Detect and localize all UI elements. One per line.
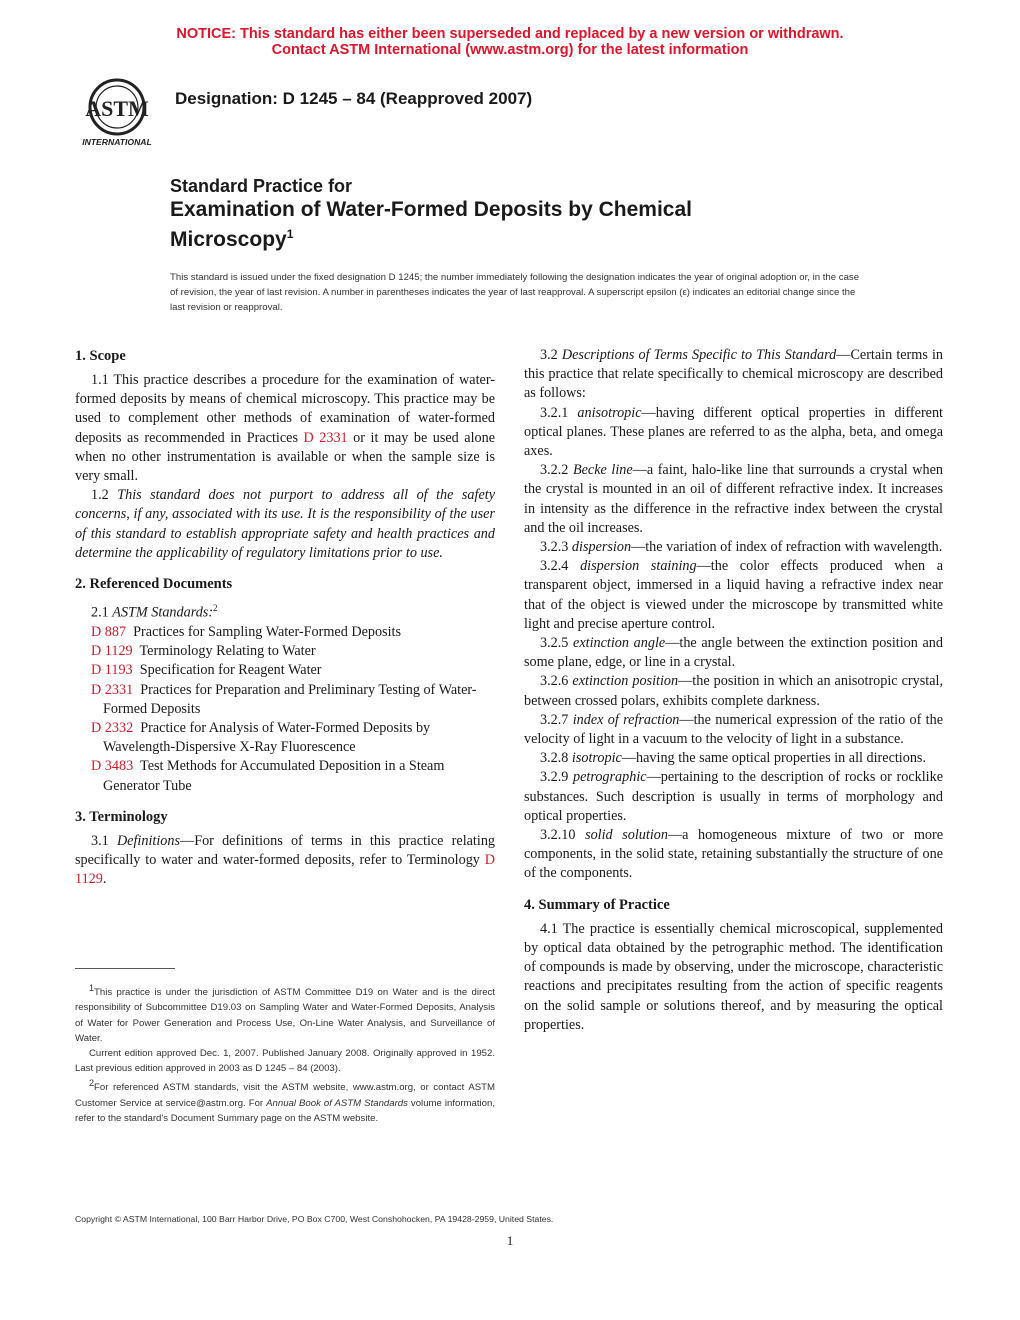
document-title [170, 175, 692, 252]
paragraph-3-1-term: Definitions [116, 832, 180, 849]
reference-code-link[interactable]: D 1129 [91, 643, 133, 660]
copyright: Copyright © ASTM International, 100 Barr Harbor Drive, PO Box C700, West Conshohocken, PA 19428-2959, United States. [75, 1214, 554, 1224]
definition-item [524, 557, 943, 634]
definition-item [524, 711, 943, 749]
definition-term: dispersion [571, 539, 632, 556]
section-heading-scope: 1. Scope [75, 348, 126, 364]
paragraph-2-1 [75, 599, 495, 623]
footnote-2-text-a: For referenced ASTM standards, visit the ASTM website, www.astm.org, or contact ASTM Customer Service at service@astm.org. For [75, 1082, 495, 1109]
paragraph-3-2-term: Descriptions of Terms Specific to This Standard [561, 347, 837, 363]
footnote-1-mark: 1 [89, 983, 95, 993]
definition-term: extinction angle [573, 635, 666, 652]
definition-term: isotropic [571, 750, 622, 767]
right-column [524, 346, 943, 1035]
paragraph-2-1-num: 2.1 [91, 604, 113, 621]
reference-code-link[interactable]: D 2331 [91, 681, 134, 698]
footnote-2-text-b: volume information, refer to the standard's Document Summary page on the ASTM website. [75, 1097, 495, 1124]
logo-subtext: INTERNATIONAL [82, 137, 152, 147]
definition-item [524, 826, 943, 884]
footnote-1-text: This practice is under the jurisdiction of ASTM Committee D19 on Water and is the direct responsibility of Subcommittee D19.03 on Sampling Water and Water-Formed Deposits, Analysis of Water for Power Generation and Process Use, On-Line Water Analysis, and Surveillance of Water. [75, 987, 495, 1044]
paragraph-3-1-num: 3.1 [91, 832, 117, 849]
definition-num: 3.2.8 [540, 750, 572, 767]
reference-title: Specification for Reagent Water [139, 662, 322, 679]
reference-title: Terminology Relating to Water [139, 643, 316, 660]
definition-text: —the numerical expression of the ratio of the velocity of light in a vacuum to the velocity of light in a substance. [524, 711, 943, 748]
title-line-2 [170, 222, 692, 252]
definition-text: —a homogeneous mixture of two or more components, in the solid state, retaining substantially the structure of one of the components. [524, 827, 943, 882]
designation: Designation: D 1245 – 84 (Reapproved 2007) [175, 89, 533, 108]
reference-item [75, 757, 495, 795]
definition-item [524, 461, 943, 538]
definition-num: 3.2.9 [540, 769, 574, 786]
left-column [75, 346, 495, 889]
footnote-rule [75, 968, 175, 969]
definition-text: —the angle between the extinction position and some plane, edge, or line in a crystal. [524, 635, 943, 671]
definition-item [524, 634, 943, 672]
definition-term: petrographic [573, 769, 647, 786]
definition-num: 3.2.5 [540, 635, 574, 652]
definition-num: 3.2.2 [540, 462, 573, 479]
title-line-2-text: Microscopy [170, 228, 287, 251]
footnote-2-italic: Annual Book of ASTM Standards [266, 1097, 408, 1109]
paragraph-3-1-text: —For definitions of terms in this practice relating specifically to water and water-formed deposits, refer to Terminology [75, 832, 496, 868]
paragraph-3-1 [75, 832, 495, 890]
paragraph-1-2 [75, 486, 495, 563]
definition-num: 3.2.1 [540, 404, 578, 421]
reference-title: Practice for Analysis of Water-Formed Deposits by Wavelength-Dispersive X-Ray Fluorescence [103, 719, 431, 756]
paragraph-1-2-num: 1.2 [91, 487, 118, 504]
link-d1129[interactable]: D 1129 [75, 852, 495, 888]
reference-title: Practices for Sampling Water-Formed Deposits [133, 623, 401, 640]
footnote-2 [75, 1076, 495, 1126]
definition-text: —having the same optical properties in all directions. [621, 750, 927, 767]
paragraph-1-1-text-a: 1.1 This practice describes a procedure for the examination of water-formed deposits by means of chemical microscopy. This practice may be used to complement other methods of examination of water-formed deposits as recommended in Practices [75, 372, 495, 446]
definition-term: solid solution [585, 827, 668, 844]
footnote-2-mark: 2 [89, 1078, 95, 1089]
definition-num: 3.2.6 [540, 673, 573, 690]
definition-text: —the position in which an anisotropic crystal, between crossed polars, exhibits complete darkness. [524, 673, 943, 709]
issued-note: This standard is issued under the fixed designation D 1245; the number immediately following the designation indicates the year of original adoption or, in the case of revision, the year of last revision. A number in parentheses indicates the year of last reapproval. A superscript epsilon (ε) indicates an editorial change since the last revision or reapproval. [170, 272, 860, 313]
reference-item [75, 623, 495, 642]
definition-item [524, 538, 943, 557]
title-line-1: Examination of Water-Formed Deposits by Chemical [170, 198, 692, 221]
logo-text: ASTM [85, 96, 149, 121]
paragraph-3-2 [524, 346, 943, 404]
definition-num: 3.2.4 [540, 558, 581, 575]
paragraph-3-1-end: . [102, 871, 107, 888]
reference-code-link[interactable]: D 1193 [91, 662, 133, 679]
paragraph-4-1: 4.1 The practice is essentially chemical microscopical, supplemented by optical data obtained by the petrographic method. The identification of compounds is made by observing, under the microscope, characteristic reactions and precipitates resulting from the action of specific reagents on the solid sample or solutions thereof, and by measuring the optical properties. [524, 920, 943, 1033]
astm-logo [72, 74, 162, 150]
definition-num: 3.2.10 [540, 827, 586, 844]
reference-title: Test Methods for Accumulated Deposition in a Steam Generator Tube [103, 758, 445, 794]
footnote-1 [75, 981, 495, 1046]
reference-item [75, 719, 495, 757]
reference-item [75, 661, 495, 680]
section-heading-terminology: 3. Terminology [75, 808, 168, 825]
definition-num: 3.2.3 [540, 539, 572, 556]
definition-term: anisotropic [577, 404, 642, 421]
paragraph-1-2-text: This standard does not purport to address all of the safety concerns, if any, associated with its use. It is the responsibility of the user of this standard to establish appropriate safety and health practices and determine the applicability of regulatory limitations prior to use. [75, 487, 495, 561]
definition-term: index of refraction [572, 711, 680, 728]
paragraph-2-1-footnote-ref: 2 [213, 603, 218, 614]
definition-list [524, 404, 943, 884]
paragraph-1-1 [75, 371, 495, 486]
definition-text: —the color effects produced when a transparent object, immersed in a liquid having a refractive index near that of the object is viewed under the microscope by transmitted white light and precise aperture control. [524, 558, 944, 632]
notice-line-1: NOTICE: This standard has either been superseded and replaced by a new version or withdrawn. [176, 26, 844, 42]
definition-term: dispersion staining [580, 558, 697, 575]
paragraph-2-1-text: ASTM Standards: [112, 604, 214, 621]
reference-code-link[interactable]: D 887 [91, 623, 127, 640]
definition-item [524, 672, 943, 710]
section-heading-summary: 4. Summary of Practice [524, 896, 670, 913]
notice-line-2: Contact ASTM International (www.astm.org) for the latest information [271, 42, 749, 58]
title-footnote-ref: 1 [286, 227, 294, 241]
footnote-1-edition: Current edition approved Dec. 1, 2007. Published January 2008. Originally approved in 1952. Last previous edition approved in 2003 as D 1245 – 84 (2003). [75, 1048, 495, 1075]
definition-term: extinction position [572, 673, 679, 690]
reference-item [75, 642, 495, 661]
title-prefix: Standard Practice for [170, 176, 353, 196]
definition-num: 3.2.7 [540, 711, 573, 728]
reference-title: Practices for Preparation and Preliminary Testing of Water-Formed Deposits [103, 681, 477, 717]
definition-item [524, 749, 943, 768]
definition-item [524, 404, 943, 462]
reference-code-link[interactable]: D 3483 [91, 758, 134, 775]
definition-term: Becke line [572, 462, 633, 479]
paragraph-3-2-text: —Certain terms in this practice that relate specifically to chemical microscopy are described as follows: [524, 347, 944, 402]
page-number: 1 [506, 1233, 514, 1248]
footnotes [75, 981, 495, 1126]
definition-text: —a faint, halo-like line that surrounds a crystal when the crystal is mounted in an oil of different refractive index. It increases in intensity as the difference in the refractive index between the crystal and the oil increases. [524, 462, 944, 536]
definition-text: —having different optical properties in different optical planes. These planes are referred to as the alpha, beta, and omega axes. [524, 404, 943, 460]
reference-code-link[interactable]: D 2332 [91, 719, 134, 736]
definition-text: —the variation of index of refraction with wavelength. [631, 539, 943, 556]
paragraph-1-1-text-b: or it may be used alone when no other instrumentation is available or when the sample size is very small. [75, 429, 495, 485]
reference-item [75, 681, 495, 719]
withdrawal-notice [0, 26, 1020, 58]
definition-text: —pertaining to the description of rocks or rocklike substances. Such description is usually in terms of morphology and optical properties. [524, 769, 944, 824]
section-heading-referenced: 2. Referenced Documents [75, 576, 233, 593]
definition-item [524, 768, 943, 826]
link-d2331[interactable]: D 2331 [303, 429, 348, 446]
reference-list [75, 623, 495, 796]
paragraph-3-2-num: 3.2 [540, 347, 562, 363]
